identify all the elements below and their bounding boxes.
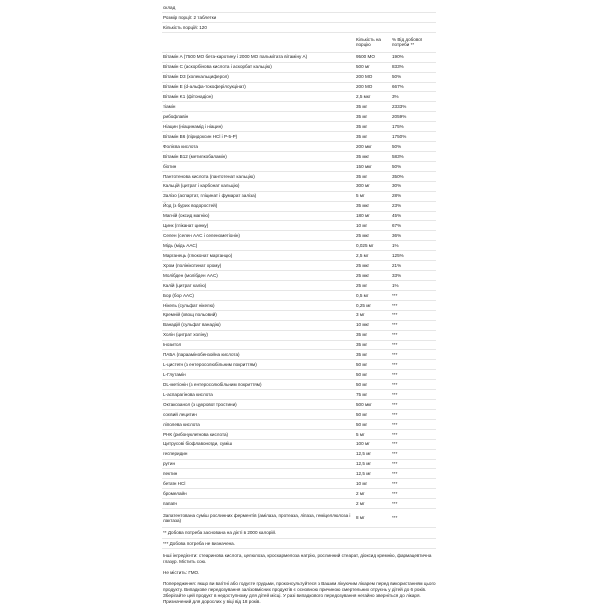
nutrient-dv: *** xyxy=(392,500,398,506)
nutrient-name: ліполева кислота xyxy=(163,421,200,427)
nutrient-name: Холін (цитрат холіну) xyxy=(163,332,208,338)
table-row xyxy=(162,489,436,499)
table-row xyxy=(162,251,436,261)
nutrient-name: біотин xyxy=(163,163,177,169)
nutrient-amount: 150 мкг xyxy=(356,163,372,169)
nutrient-amount: 12,5 мг xyxy=(356,471,372,477)
nutrient-dv: *** xyxy=(392,292,398,298)
table-row xyxy=(162,380,436,390)
nutrient-name: Йод (з бурих водоростей) xyxy=(163,203,218,209)
nutrient-dv: *** xyxy=(392,471,398,477)
nutrient-dv: 30% xyxy=(392,183,402,189)
nutrient-dv: 23% xyxy=(392,203,402,209)
nutrient-dv: 175% xyxy=(392,123,404,129)
table-row xyxy=(162,479,436,489)
nutrient-name: Вітамін A (7500 МО бета-каротину і 2000 МО пальмітата вітаміну A) xyxy=(163,54,308,60)
nutrient-amount: 35 мг xyxy=(356,104,368,110)
nutrient-amount: 10 мкг xyxy=(356,322,370,328)
table-row xyxy=(162,192,436,202)
nutrient-amount: 8 мг xyxy=(356,515,365,521)
nutrient-dv: *** xyxy=(392,342,398,348)
nutrient-amount: 35 мг xyxy=(356,352,368,358)
nutrient-dv: 50% xyxy=(392,163,402,169)
nutrient-amount: 500 мг xyxy=(356,64,370,70)
nutrient-dv: *** xyxy=(392,381,398,387)
nutrient-name: Калій (цитрат калію) xyxy=(163,282,207,288)
nutrient-name: Вітамін K1 (фітонадіон) xyxy=(163,94,213,100)
nutrient-name: Марганець (глюконат марганцю) xyxy=(163,252,233,258)
table-row xyxy=(162,301,436,311)
nutrient-dv: 36% xyxy=(392,233,402,239)
table-row xyxy=(162,420,436,430)
header-dv: % Від добової потреби ** xyxy=(392,36,423,48)
nutrient-amount: 200 МО xyxy=(356,74,373,80)
table-row xyxy=(162,400,436,410)
nutrient-name: Цитрусові біофлавоноїди, суміш xyxy=(163,441,233,447)
nutrient-dv: *** xyxy=(392,312,398,318)
footnote: *** Добова потреба не визначена. xyxy=(162,539,436,550)
table-row xyxy=(162,231,436,241)
nutrient-dv: 2333% xyxy=(392,104,407,110)
nutrient-name: Кальцій (цитрат і карбонат кальцію) xyxy=(163,183,240,189)
table-row xyxy=(162,261,436,271)
nutrient-amount: 500 мкг xyxy=(356,401,372,407)
nutrient-dv: *** xyxy=(392,362,398,368)
nutrient-name: соєвий лецитин xyxy=(163,411,197,417)
nutrient-name: Вітамін C (аскорбінова кислота і аскорбат кальцію) xyxy=(163,64,272,70)
table-row xyxy=(162,350,436,360)
table-row xyxy=(162,331,436,341)
nutrient-name: Вітамін B12 (метилкобаламін) xyxy=(163,153,227,159)
nutrient-name: Вітамін B6 (піридоксин HCl і P-5-P) xyxy=(163,133,238,139)
table-row xyxy=(162,73,436,83)
nutrient-amount: 25 мкг xyxy=(356,272,370,278)
nutrient-dv: *** xyxy=(392,491,398,497)
nutrient-name: рибофлавін xyxy=(163,114,189,119)
nutrient-amount: 50 мг xyxy=(356,362,368,368)
nutrient-name: Цинк (гліканат цинку) xyxy=(163,223,209,229)
nutrient-dv: 350% xyxy=(392,173,404,179)
serving-size: Розмір порції: 2 таблетки xyxy=(163,14,217,20)
nutrient-name: Ванадій (сульфат ванадію) xyxy=(163,322,221,328)
serving-size-row xyxy=(162,13,436,23)
nutrient-dv: 67% xyxy=(392,223,402,229)
table-row xyxy=(162,469,436,479)
servings-count: Кількість порцій: 120 xyxy=(163,24,207,30)
nutrient-name: Запатентована суміш рослинних ферментів (амілаза, протеаза, ліпаза, геміцеллюлоза і лактаза) xyxy=(163,512,351,524)
nutrient-amount: 12,5 мг xyxy=(356,461,372,467)
nutrient-amount: 100 мг xyxy=(356,441,370,447)
table-row xyxy=(162,92,436,102)
table-row xyxy=(162,341,436,351)
nutrient-amount: 300 мг xyxy=(356,183,370,189)
table-row xyxy=(162,390,436,400)
table-row xyxy=(162,202,436,212)
nutrient-dv: 21% xyxy=(392,262,402,268)
table-row xyxy=(162,410,436,420)
table-row xyxy=(162,122,436,132)
nutrient-name: ПАБА (параамінобензойна кислота) xyxy=(163,352,240,358)
nutrient-dv: *** xyxy=(392,322,398,328)
nutrient-amount: 2,5 мг xyxy=(356,252,369,258)
nutrient-dv: *** xyxy=(392,421,398,427)
nutrient-dv: 1% xyxy=(392,242,399,248)
table-row xyxy=(162,271,436,281)
nutrient-amount: 35 мкг xyxy=(356,203,370,209)
table-header xyxy=(162,33,436,53)
footnote: ** Добова потреба заснована на дієті в 2000 калорій. xyxy=(162,528,436,539)
table-row xyxy=(162,132,436,142)
nutrient-name: Ніацин (ніацинамід і ніацин) xyxy=(163,123,223,129)
nutrient-dv: *** xyxy=(392,411,398,417)
nutrient-name: Бор (бор AAC) xyxy=(163,292,194,298)
table-row xyxy=(162,83,436,93)
nutrient-name: бромелайн xyxy=(163,491,187,497)
table-row xyxy=(162,182,436,192)
nutrient-amount: 75 мг xyxy=(356,391,368,397)
nutrient-dv: 1% xyxy=(392,282,399,288)
nutrient-dv: 2059% xyxy=(392,114,407,119)
nutrient-dv: 50% xyxy=(392,143,402,149)
nutrient-dv: *** xyxy=(392,451,398,457)
nutrient-name: Вітамін D3 (холекальциферол) xyxy=(163,74,229,80)
table-row xyxy=(162,152,436,162)
nutrient-dv: *** xyxy=(392,401,398,407)
nutrient-amount: 25 мкг xyxy=(356,262,370,268)
table-row xyxy=(162,360,436,370)
nutrient-dv: 33% xyxy=(392,272,402,278)
nutrient-dv: *** xyxy=(392,441,398,447)
nutrient-name: Магній (оксид магнію) xyxy=(163,213,210,219)
nutrient-name: гесперидин xyxy=(163,451,188,457)
nutrient-dv: 125% xyxy=(392,252,404,258)
nutrient-name: L-цистеїн (з ентеросолюбільним покриттям) xyxy=(163,362,257,368)
table-row xyxy=(162,221,436,231)
nutrient-amount: 2 мг xyxy=(356,491,365,497)
supplement-facts xyxy=(162,3,436,605)
nutrient-amount: 35 мкг xyxy=(356,153,370,159)
nutrient-amount: 2,5 мкг xyxy=(356,94,371,100)
nutrient-amount: 25 мг xyxy=(356,282,368,288)
nutrient-name: Хром (полінікотинат хрому) xyxy=(163,262,222,268)
nutrient-dv: 3% xyxy=(392,94,399,100)
nutrient-dv: 1750% xyxy=(392,133,407,139)
nutrient-name: папаїн xyxy=(163,500,177,506)
nutrient-name: Вітамін E (d-альфа-токоферілсукцінат) xyxy=(163,84,246,90)
nutrient-amount: 0,025 мг xyxy=(356,242,374,248)
nutrient-name: тіамін xyxy=(163,104,176,110)
nutrient-dv: *** xyxy=(392,332,398,338)
header-amount: Кількість на порцію xyxy=(356,36,381,48)
nutrient-dv: *** xyxy=(392,461,398,467)
nutrient-name: L-аспарагінова кислота xyxy=(163,391,213,397)
nutrient-amount: 0,25 мг xyxy=(356,302,372,308)
nutrient-amount: 35 мг xyxy=(356,173,368,179)
nutrient-dv: 28% xyxy=(392,193,402,199)
nutrient-dv: 50% xyxy=(392,74,402,80)
nutrient-dv: *** xyxy=(392,391,398,397)
nutrient-name: Фолієва кислота xyxy=(163,143,198,149)
nutrient-dv: 667% xyxy=(392,84,404,90)
table-row xyxy=(162,430,436,440)
nutrient-amount: 35 мг xyxy=(356,114,368,119)
nutrient-amount: 35 мг xyxy=(356,342,368,348)
table-row xyxy=(162,311,436,321)
table-row xyxy=(162,142,436,152)
nutrient-name: рутин xyxy=(163,461,176,467)
nutrient-amount: 35 мг xyxy=(356,332,368,338)
nutrient-dv: 190% xyxy=(392,54,404,60)
table-row xyxy=(162,212,436,222)
nutrient-dv: 45% xyxy=(392,213,402,219)
nutrient-amount: 5 мг xyxy=(356,431,365,437)
table-row xyxy=(162,63,436,73)
nutrient-dv: *** xyxy=(392,352,398,358)
nutrient-amount: 5 мг xyxy=(356,193,365,199)
nutrient-name: Інозитол xyxy=(163,342,182,348)
nutrient-name: РНК (рибонуклеїнова кислота) xyxy=(163,431,229,437)
table-row xyxy=(162,321,436,331)
other-ingredients: Інші інгредієнти: стеаринова кислота, целюлоза, кроскармелоза натрію, рослинний стеарат, діоксид кремнію, фармацевтична глазур. Містить сою. xyxy=(163,553,432,565)
nutrient-dv: 833% xyxy=(392,64,404,70)
free-of: Не містить: ГМО. xyxy=(163,570,200,576)
nutrient-amount: 35 мг xyxy=(356,133,368,139)
nutrient-amount: 9500 МО xyxy=(356,54,375,60)
nutrient-name: Залізо (аспартат, гліцинат і фумарат заліза) xyxy=(163,193,257,199)
nutrient-amount: 3 мг xyxy=(356,312,365,318)
nutrient-amount: 10 мг xyxy=(356,223,368,229)
nutrient-name: DL-метіонін (з ентеросолюбільним покриттям) xyxy=(163,381,262,387)
nutrient-name: Кремній (хвощ польовий) xyxy=(163,312,217,318)
nutrient-dv: *** xyxy=(392,481,398,487)
table-row xyxy=(162,172,436,182)
nutrient-amount: 2 мг xyxy=(356,500,365,506)
servings-row xyxy=(162,23,436,33)
nutrient-name: Нікель (сульфат нікелю) xyxy=(163,302,215,308)
nutrient-dv: *** xyxy=(392,515,398,521)
table-row xyxy=(162,241,436,251)
section-title-row xyxy=(162,3,436,13)
nutrient-amount: 50 мг xyxy=(356,411,368,417)
table-row xyxy=(162,291,436,301)
table-row xyxy=(162,281,436,291)
nutrient-amount: 10 мг xyxy=(356,481,368,487)
nutrient-dv: *** xyxy=(392,431,398,437)
nutrient-amount: 0,5 мг xyxy=(356,292,369,298)
table-row xyxy=(162,460,436,470)
nutrient-name: L-Глутамін xyxy=(163,371,186,377)
nutrient-amount: 200 мкг xyxy=(356,143,372,149)
nutrient-amount: 50 мг xyxy=(356,421,368,427)
table-row xyxy=(162,440,436,450)
table-row xyxy=(162,112,436,122)
nutrient-amount: 50 мг xyxy=(356,371,368,377)
nutrient-dv: 583% xyxy=(392,153,404,159)
nutrient-amount: 180 мг xyxy=(356,213,370,219)
nutrient-table-body xyxy=(162,53,436,528)
nutrient-dv: *** xyxy=(392,302,398,308)
table-row xyxy=(162,450,436,460)
nutrient-name: пектин xyxy=(163,471,178,477)
nutrient-amount: 35 мг xyxy=(356,123,368,129)
nutrient-dv: *** xyxy=(392,371,398,377)
nutrient-name: Пантотенова кислота (пантотенат кальцію) xyxy=(163,173,255,179)
nutrient-name: Селен (селен AAC і селенометіонін) xyxy=(163,233,240,239)
table-row xyxy=(162,53,436,63)
table-row xyxy=(162,370,436,380)
table-row xyxy=(162,509,436,528)
nutrient-amount: 50 мг xyxy=(356,381,368,387)
nutrient-name: Мідь (мідь AAC) xyxy=(163,242,198,248)
table-row xyxy=(162,102,436,112)
nutrient-amount: 12,5 мг xyxy=(356,451,372,457)
nutrient-name: Октакозанол (з цукрової тростини) xyxy=(163,401,237,407)
nutrient-name: бетаїн HCl xyxy=(163,481,186,487)
warning: Попередження: якщо ви вагітні або годуєте грудьми, проконсультуйтеся з Вашим лікуючим лікарем перед використанням цього продукту. Випадкове передозування залізовмісних продуктів є основною причиною смертельних отруєнь у дітей до 6 років. Зберігайте цей продукт в недоступному для дітей місці. У разі випадкового передозування негайно зверніться до лікаря. Призначений для дорослих у віці від 18 років. xyxy=(163,581,436,605)
table-row xyxy=(162,162,436,172)
section-title: склад xyxy=(163,4,176,10)
table-row xyxy=(162,499,436,509)
nutrient-name: Молібден (молібден AAC) xyxy=(163,272,218,278)
nutrient-amount: 200 МО xyxy=(356,84,373,90)
nutrient-amount: 25 мкг xyxy=(356,233,370,239)
